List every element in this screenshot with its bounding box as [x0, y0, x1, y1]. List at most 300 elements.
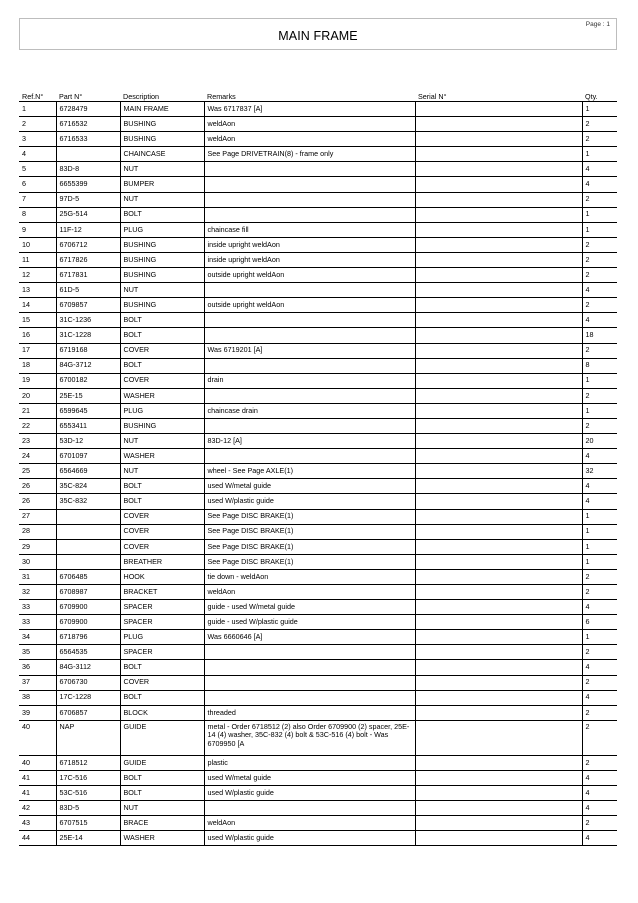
part-no-cell: 6718796 [56, 630, 120, 645]
serial-no-cell [415, 569, 582, 584]
remarks-cell [204, 207, 415, 222]
serial-no-cell [415, 509, 582, 524]
part-no-cell: 6553411 [56, 418, 120, 433]
description-cell: SPACER [120, 600, 204, 615]
serial-no-cell [415, 770, 582, 785]
qty-cell: 4 [582, 283, 617, 298]
qty-cell: 1 [582, 539, 617, 554]
ref-cell: 26 [19, 479, 56, 494]
remarks-cell: wheel - See Page AXLE(1) [204, 464, 415, 479]
remarks-cell [204, 162, 415, 177]
table-row [19, 494, 617, 509]
description-cell: GUIDE [120, 755, 204, 770]
description-cell: WASHER [120, 388, 204, 403]
serial-no-cell [415, 831, 582, 846]
part-no-cell: 25G-514 [56, 207, 120, 222]
ref-cell: 41 [19, 770, 56, 785]
part-no-cell: 61D-5 [56, 283, 120, 298]
remarks-cell: guide - used W/metal guide [204, 600, 415, 615]
serial-no-cell [415, 268, 582, 283]
qty-cell: 4 [582, 660, 617, 675]
ref-cell: 33 [19, 615, 56, 630]
part-no-cell: 35C-824 [56, 479, 120, 494]
table-row [19, 585, 617, 600]
table-row [19, 831, 617, 846]
table-row [19, 755, 617, 770]
qty-cell: 2 [582, 816, 617, 831]
remarks-cell: See Page DISC BRAKE(1) [204, 539, 415, 554]
description-cell: GUIDE [120, 720, 204, 755]
table-row [19, 816, 617, 831]
qty-cell: 4 [582, 600, 617, 615]
part-no-cell [56, 554, 120, 569]
part-no-cell: 6709900 [56, 615, 120, 630]
remarks-cell: 83D-12 [A] [204, 434, 415, 449]
page-number: Page : 1 [585, 21, 610, 28]
description-cell: BOLT [120, 770, 204, 785]
qty-cell: 1 [582, 524, 617, 539]
qty-cell: 2 [582, 117, 617, 132]
serial-no-cell [415, 373, 582, 388]
description-cell: COVER [120, 539, 204, 554]
description-cell: BUSHING [120, 298, 204, 313]
remarks-cell: Was 6660646 [A] [204, 630, 415, 645]
description-cell: BOLT [120, 328, 204, 343]
description-cell: BOLT [120, 313, 204, 328]
serial-no-cell [415, 600, 582, 615]
table-row [19, 786, 617, 801]
qty-cell: 1 [582, 222, 617, 237]
ref-cell: 42 [19, 801, 56, 816]
part-no-cell: 6706712 [56, 237, 120, 252]
remarks-cell: used W/plastic guide [204, 494, 415, 509]
part-no-cell: 35C-832 [56, 494, 120, 509]
qty-cell: 18 [582, 328, 617, 343]
table-row [19, 479, 617, 494]
qty-cell: 4 [582, 690, 617, 705]
serial-no-cell [415, 554, 582, 569]
page-title: MAIN FRAME [278, 29, 358, 43]
ref-cell: 8 [19, 207, 56, 222]
description-cell: SPACER [120, 645, 204, 660]
description-cell: BOLT [120, 690, 204, 705]
remarks-cell: used W/metal guide [204, 479, 415, 494]
table-row [19, 192, 617, 207]
description-cell: NUT [120, 283, 204, 298]
serial-no-cell [415, 207, 582, 222]
part-no-cell: 6706730 [56, 675, 120, 690]
description-cell: BRACE [120, 816, 204, 831]
serial-no-cell [415, 705, 582, 720]
description-cell: BRACKET [120, 585, 204, 600]
serial-no-cell [415, 132, 582, 147]
qty-cell: 2 [582, 585, 617, 600]
remarks-cell: inside upright weldAon [204, 237, 415, 252]
part-no-cell: 6728479 [56, 102, 120, 117]
description-cell: BREATHER [120, 554, 204, 569]
qty-cell: 2 [582, 237, 617, 252]
serial-no-cell [415, 720, 582, 755]
description-cell: BOLT [120, 207, 204, 222]
remarks-cell [204, 690, 415, 705]
table-row [19, 554, 617, 569]
table-row [19, 645, 617, 660]
description-cell: NUT [120, 192, 204, 207]
part-no-cell: 6700182 [56, 373, 120, 388]
serial-no-cell [415, 298, 582, 313]
ref-cell: 14 [19, 298, 56, 313]
part-no-cell [56, 524, 120, 539]
column-header-part-no: Part N° [56, 87, 120, 102]
table-row [19, 117, 617, 132]
table-row [19, 630, 617, 645]
table-row [19, 343, 617, 358]
qty-cell: 4 [582, 177, 617, 192]
part-no-cell: 6709857 [56, 298, 120, 313]
remarks-cell: weldAon [204, 816, 415, 831]
serial-no-cell [415, 102, 582, 117]
table-row [19, 418, 617, 433]
description-cell: COVER [120, 509, 204, 524]
remarks-cell [204, 388, 415, 403]
column-header-ref: Ref.N° [19, 87, 56, 102]
table-row [19, 675, 617, 690]
serial-no-cell [415, 801, 582, 816]
serial-no-cell [415, 358, 582, 373]
description-cell: NUT [120, 801, 204, 816]
remarks-cell [204, 192, 415, 207]
part-no-cell: 6717831 [56, 268, 120, 283]
remarks-cell: chaincase fill [204, 222, 415, 237]
table-row [19, 373, 617, 388]
remarks-cell: inside upright weldAon [204, 252, 415, 267]
serial-no-cell [415, 630, 582, 645]
remarks-cell: threaded [204, 705, 415, 720]
table-row [19, 222, 617, 237]
ref-cell: 11 [19, 252, 56, 267]
description-cell: BOLT [120, 358, 204, 373]
ref-cell: 30 [19, 554, 56, 569]
ref-cell: 39 [19, 705, 56, 720]
serial-no-cell [415, 615, 582, 630]
qty-cell: 4 [582, 786, 617, 801]
qty-cell: 1 [582, 207, 617, 222]
part-no-cell: 11F-12 [56, 222, 120, 237]
ref-cell: 33 [19, 600, 56, 615]
part-no-cell: 6564669 [56, 464, 120, 479]
serial-no-cell [415, 343, 582, 358]
table-row [19, 720, 617, 755]
description-cell: SPACER [120, 615, 204, 630]
part-no-cell: 53D-12 [56, 434, 120, 449]
ref-cell: 35 [19, 645, 56, 660]
qty-cell: 4 [582, 313, 617, 328]
remarks-cell [204, 801, 415, 816]
qty-cell: 1 [582, 373, 617, 388]
part-no-cell: 6701097 [56, 449, 120, 464]
remarks-cell: guide - used W/plastic guide [204, 615, 415, 630]
part-no-cell: 83D-5 [56, 801, 120, 816]
serial-no-cell [415, 313, 582, 328]
table-row [19, 449, 617, 464]
qty-cell: 4 [582, 494, 617, 509]
qty-cell: 2 [582, 569, 617, 584]
remarks-cell: outside upright weldAon [204, 268, 415, 283]
description-cell: HOOK [120, 569, 204, 584]
serial-no-cell [415, 786, 582, 801]
serial-no-cell [415, 675, 582, 690]
table-row [19, 298, 617, 313]
serial-no-cell [415, 539, 582, 554]
description-cell: BOLT [120, 660, 204, 675]
table-row [19, 770, 617, 785]
ref-cell: 16 [19, 328, 56, 343]
serial-no-cell [415, 464, 582, 479]
remarks-cell [204, 660, 415, 675]
remarks-cell: See Page DISC BRAKE(1) [204, 554, 415, 569]
remarks-cell: weldAon [204, 117, 415, 132]
remarks-cell [204, 313, 415, 328]
qty-cell: 4 [582, 162, 617, 177]
ref-cell: 37 [19, 675, 56, 690]
table-row [19, 268, 617, 283]
qty-cell: 2 [582, 132, 617, 147]
remarks-cell: tie down - weldAon [204, 569, 415, 584]
qty-cell: 4 [582, 770, 617, 785]
description-cell: NUT [120, 434, 204, 449]
ref-cell: 12 [19, 268, 56, 283]
description-cell: BOLT [120, 786, 204, 801]
description-cell: WASHER [120, 449, 204, 464]
table-row [19, 207, 617, 222]
qty-cell: 2 [582, 343, 617, 358]
remarks-cell [204, 645, 415, 660]
qty-cell: 8 [582, 358, 617, 373]
ref-cell: 10 [19, 237, 56, 252]
description-cell: COVER [120, 343, 204, 358]
ref-cell: 18 [19, 358, 56, 373]
part-no-cell: 6717826 [56, 252, 120, 267]
serial-no-cell [415, 479, 582, 494]
description-cell: PLUG [120, 222, 204, 237]
part-no-cell: 6708987 [56, 585, 120, 600]
part-no-cell: 6564535 [56, 645, 120, 660]
ref-cell: 31 [19, 569, 56, 584]
part-no-cell: 84G-3112 [56, 660, 120, 675]
serial-no-cell [415, 117, 582, 132]
qty-cell: 1 [582, 554, 617, 569]
serial-no-cell [415, 755, 582, 770]
ref-cell: 44 [19, 831, 56, 846]
table-row [19, 283, 617, 298]
remarks-cell: plastic [204, 755, 415, 770]
ref-cell: 3 [19, 132, 56, 147]
qty-cell: 1 [582, 102, 617, 117]
remarks-cell: Was 6719201 [A] [204, 343, 415, 358]
remarks-cell: weldAon [204, 132, 415, 147]
table-row [19, 102, 617, 117]
part-no-cell: 6706857 [56, 705, 120, 720]
ref-cell: 28 [19, 524, 56, 539]
serial-no-cell [415, 252, 582, 267]
table-row [19, 509, 617, 524]
table-row [19, 464, 617, 479]
serial-no-cell [415, 645, 582, 660]
qty-cell: 1 [582, 630, 617, 645]
description-cell: CHAINCASE [120, 147, 204, 162]
part-no-cell: 6716532 [56, 117, 120, 132]
description-cell: PLUG [120, 403, 204, 418]
part-no-cell: 97D-5 [56, 192, 120, 207]
qty-cell: 4 [582, 831, 617, 846]
serial-no-cell [415, 283, 582, 298]
remarks-cell: See Page DISC BRAKE(1) [204, 509, 415, 524]
ref-cell: 17 [19, 343, 56, 358]
ref-cell: 43 [19, 816, 56, 831]
qty-cell: 2 [582, 645, 617, 660]
ref-cell: 15 [19, 313, 56, 328]
qty-cell: 1 [582, 147, 617, 162]
part-no-cell [56, 509, 120, 524]
description-cell: PLUG [120, 630, 204, 645]
part-no-cell: 17C-516 [56, 770, 120, 785]
ref-cell: 4 [19, 147, 56, 162]
table-row [19, 539, 617, 554]
remarks-cell [204, 449, 415, 464]
description-cell: BUSHING [120, 117, 204, 132]
remarks-cell [204, 675, 415, 690]
table-row [19, 328, 617, 343]
ref-cell: 21 [19, 403, 56, 418]
remarks-cell: metal - Order 6718512 (2) also Order 6709900 (2) spacer, 25E-14 (4) washer, 35C-832 (4) bolt & 53C-516 (4) bolt - Was 6709950 [A [204, 720, 415, 755]
ref-cell: 36 [19, 660, 56, 675]
part-no-cell: 25E-15 [56, 388, 120, 403]
qty-cell: 2 [582, 192, 617, 207]
part-no-cell: 53C-516 [56, 786, 120, 801]
description-cell: COVER [120, 373, 204, 388]
table-row [19, 524, 617, 539]
table-row [19, 252, 617, 267]
qty-cell: 4 [582, 801, 617, 816]
ref-cell: 20 [19, 388, 56, 403]
description-cell: BUMPER [120, 177, 204, 192]
part-no-cell: 6718512 [56, 755, 120, 770]
serial-no-cell [415, 162, 582, 177]
qty-cell: 2 [582, 418, 617, 433]
description-cell: BUSHING [120, 237, 204, 252]
remarks-cell [204, 418, 415, 433]
description-cell: COVER [120, 524, 204, 539]
qty-cell: 2 [582, 252, 617, 267]
serial-no-cell [415, 237, 582, 252]
ref-cell: 26 [19, 494, 56, 509]
part-no-cell: 6719168 [56, 343, 120, 358]
remarks-cell: used W/plastic guide [204, 831, 415, 846]
part-no-cell: 84G-3712 [56, 358, 120, 373]
part-no-cell: 25E-14 [56, 831, 120, 846]
ref-cell: 41 [19, 786, 56, 801]
serial-no-cell [415, 147, 582, 162]
serial-no-cell [415, 449, 582, 464]
remarks-cell: See Page DISC BRAKE(1) [204, 524, 415, 539]
table-row [19, 147, 617, 162]
qty-cell: 2 [582, 755, 617, 770]
remarks-cell: drain [204, 373, 415, 388]
serial-no-cell [415, 690, 582, 705]
remarks-cell [204, 328, 415, 343]
remarks-cell: used W/metal guide [204, 770, 415, 785]
ref-cell: 25 [19, 464, 56, 479]
ref-cell: 1 [19, 102, 56, 117]
serial-no-cell [415, 816, 582, 831]
serial-no-cell [415, 192, 582, 207]
part-no-cell: 31C-1228 [56, 328, 120, 343]
serial-no-cell [415, 418, 582, 433]
table-row [19, 705, 617, 720]
part-no-cell [56, 147, 120, 162]
column-header-serial-no: Serial N° [415, 87, 582, 102]
description-cell: BUSHING [120, 252, 204, 267]
qty-cell: 2 [582, 675, 617, 690]
remarks-cell: outside upright weldAon [204, 298, 415, 313]
parts-table-body [19, 102, 617, 846]
description-cell: NUT [120, 464, 204, 479]
ref-cell: 22 [19, 418, 56, 433]
ref-cell: 5 [19, 162, 56, 177]
qty-cell: 4 [582, 479, 617, 494]
table-row [19, 162, 617, 177]
part-no-cell: 83D-8 [56, 162, 120, 177]
part-no-cell: 6655399 [56, 177, 120, 192]
description-cell: BUSHING [120, 132, 204, 147]
description-cell: WASHER [120, 831, 204, 846]
serial-no-cell [415, 434, 582, 449]
table-row [19, 569, 617, 584]
part-no-cell: 6716533 [56, 132, 120, 147]
description-cell: NUT [120, 162, 204, 177]
table-row [19, 132, 617, 147]
description-cell: COVER [120, 675, 204, 690]
ref-cell: 19 [19, 373, 56, 388]
remarks-cell: Was 6717837 [A] [204, 102, 415, 117]
remarks-cell: used W/plastic guide [204, 786, 415, 801]
table-row [19, 177, 617, 192]
ref-cell: 7 [19, 192, 56, 207]
remarks-cell [204, 283, 415, 298]
part-no-cell: NAP [56, 720, 120, 755]
serial-no-cell [415, 585, 582, 600]
serial-no-cell [415, 524, 582, 539]
description-cell: MAIN FRAME [120, 102, 204, 117]
ref-cell: 40 [19, 755, 56, 770]
table-row [19, 434, 617, 449]
qty-cell: 2 [582, 705, 617, 720]
serial-no-cell [415, 222, 582, 237]
ref-cell: 9 [19, 222, 56, 237]
column-header-qty: Qty. [582, 87, 617, 102]
description-cell: BUSHING [120, 418, 204, 433]
qty-cell: 1 [582, 509, 617, 524]
table-row [19, 690, 617, 705]
part-no-cell: 6706485 [56, 569, 120, 584]
part-no-cell: 31C-1236 [56, 313, 120, 328]
ref-cell: 29 [19, 539, 56, 554]
part-no-cell: 6599645 [56, 403, 120, 418]
qty-cell: 2 [582, 720, 617, 755]
part-no-cell [56, 539, 120, 554]
part-no-cell: 17C-1228 [56, 690, 120, 705]
qty-cell: 2 [582, 298, 617, 313]
